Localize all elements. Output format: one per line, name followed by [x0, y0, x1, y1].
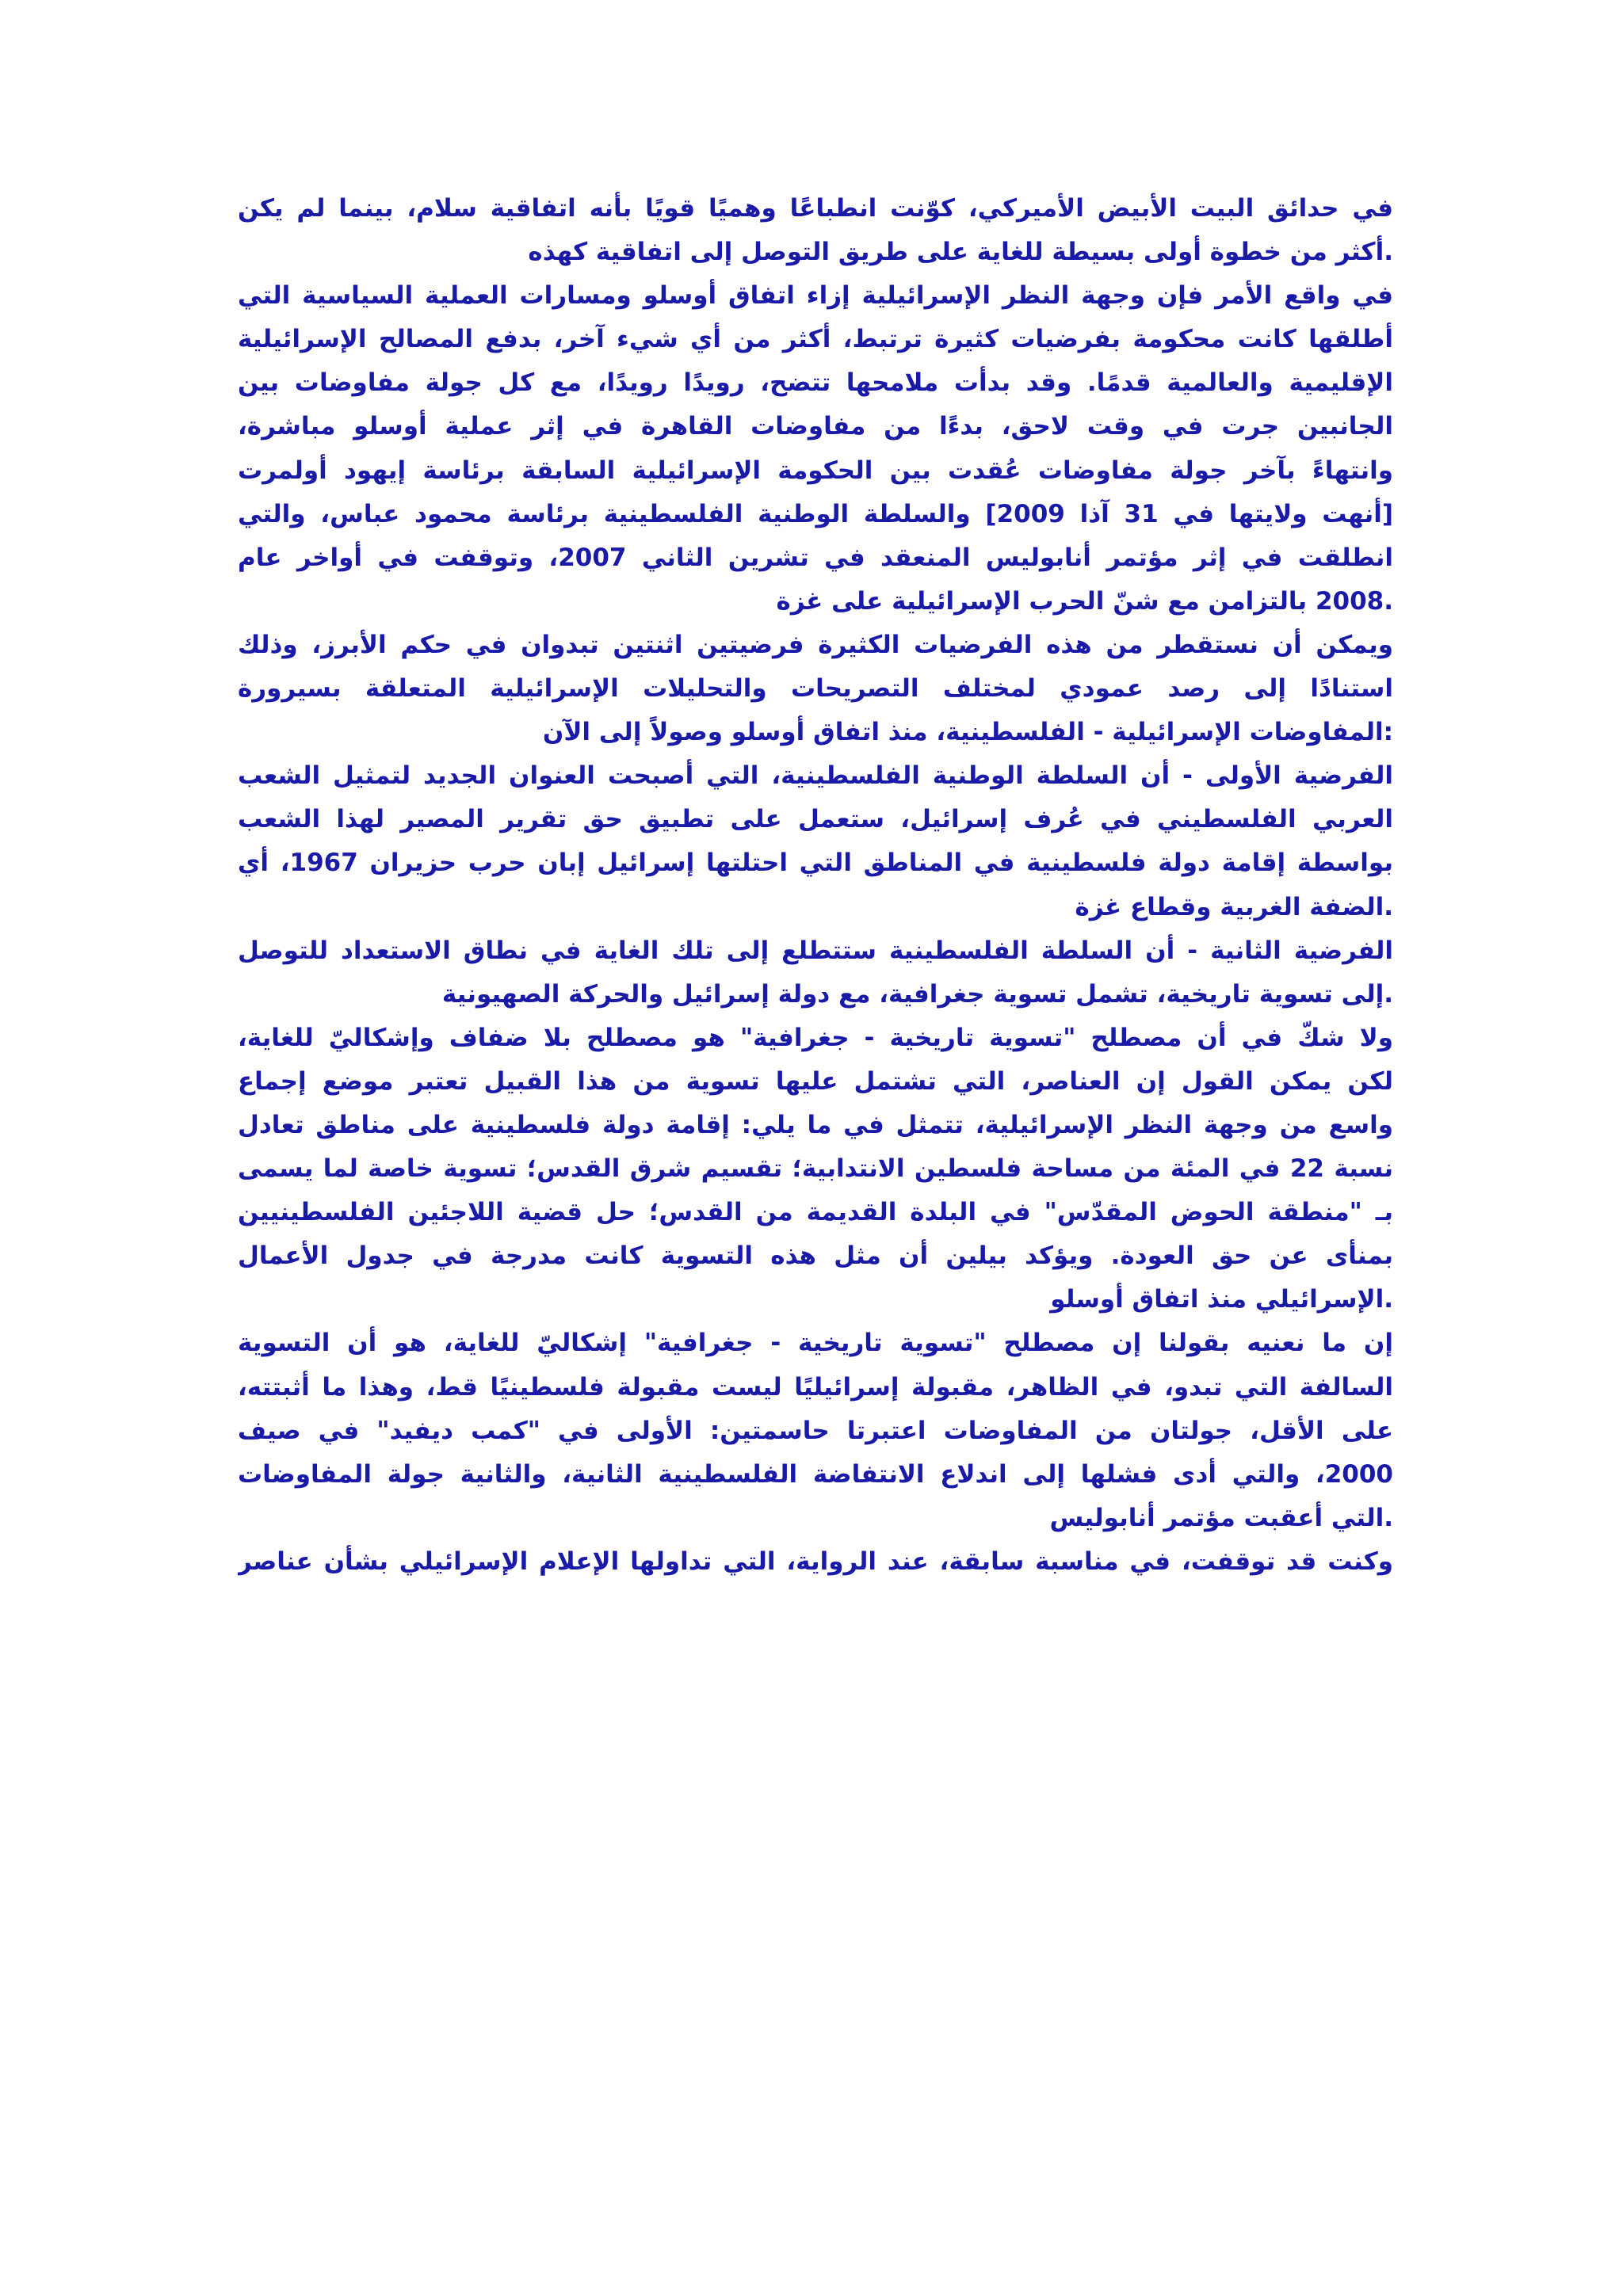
- text-line: انطلقت في إثر مؤتمر أنابوليس المنعقد في تشرين الثاني 2007، وتوقفت في أواخر عام: [238, 543, 1393, 572]
- text-line: .التي أعقبت مؤتمر أنابوليس: [1049, 1503, 1393, 1532]
- text-line: بمنأى عن حق العودة. ويؤكد بيلين أن مثل هذه التسوية كانت مدرجة في جدول الأعمال: [238, 1241, 1393, 1271]
- article-text: [238, 187, 1393, 1584]
- text-line: إن ما نعنيه بقولنا إن مصطلح "تسوية تاريخية - جغرافية" إشكاليّ للغاية، هو أن التسوية: [238, 1329, 1393, 1358]
- text-line: وانتهاءً بآخر جولة مفاوضات عُقدت بين الحكومة الإسرائيلية السابقة برئاسة إيهود أولمرت: [238, 456, 1393, 485]
- text-line: [أنهت ولايتها في 31 آذا 2009] والسلطة الوطنية الفلسطينية برئاسة محمود عباس، والتي: [238, 499, 1393, 528]
- text-line: الإقليمية والعالمية قدمًا. وقد بدأت ملامحها تتضح، رويدًا رويدًا، مع كل جولة مفاوضات بين: [238, 368, 1393, 398]
- text-line: :المفاوضات الإسرائيلية - الفلسطينية، منذ اتفاق أوسلو وصولاً إلى الآن: [542, 718, 1393, 747]
- text-line: .الإسرائيلي منذ اتفاق أوسلو: [1050, 1285, 1393, 1314]
- text-line: في حدائق البيت الأبيض الأميركي، كوّنت انطباعًا وهميًا قويًا بأنه اتفاقية سلام، بينما لم يكن: [238, 194, 1393, 223]
- text-line: ولا شكّ في أن مصطلح "تسوية تاريخية - جغرافية" هو مصطلح بلا ضفاف وإشكاليّ للغاية،: [238, 1023, 1393, 1052]
- text-line: نسبة 22 في المئة من مساحة فلسطين الانتدابية؛ تقسيم شرق القدس؛ تسوية خاصة لما يسمى: [238, 1154, 1393, 1184]
- text-line: العربي الفلسطيني في عُرف إسرائيل، ستعمل على تطبيق حق تقرير المصير لهذا الشعب: [238, 805, 1393, 834]
- text-line: الجانبين جرت في وقت لاحق، بدءًا من مفاوضات القاهرة في إثر عملية أوسلو مباشرة،: [238, 412, 1393, 441]
- text-line: 2000، والتي أدى فشلها إلى اندلاع الانتفاضة الفلسطينية الثانية، والثانية جولة المفاوضات: [238, 1459, 1393, 1489]
- text-line: لكن يمكن القول إن العناصر، التي تشتمل عليها تسوية من هذا القبيل تعتبر موضع إجماع: [238, 1066, 1393, 1096]
- text-line: وكنت قد توقفت، في مناسبة سابقة، عند الرواية، التي تداولها الإعلام الإسرائيلي بشأن عناصر: [238, 1547, 1393, 1576]
- text-line: .أكثر من خطوة أولى بسيطة للغاية على طريق التوصل إلى اتفاقية كهذه: [528, 238, 1393, 267]
- text-line: الفرضية الثانية - أن السلطة الفلسطينية ستتطلع إلى تلك الغاية في نطاق الاستعداد للتوصل: [238, 936, 1393, 965]
- text-line: الفرضية الأولى - أن السلطة الوطنية الفلسطينية، التي أصبحت العنوان الجديد لتمثيل الشعب: [238, 761, 1393, 791]
- text-line: السالفة التي تبدو، في الظاهر، مقبولة إسرائيليًا ليست مقبولة فلسطينيًا قط، وهذا ما أثبتته،: [238, 1372, 1393, 1402]
- text-line: أطلقها كانت محكومة بفرضيات كثيرة ترتبط، أكثر من أي شيء آخر، بدفع المصالح الإسرائيلية: [238, 325, 1393, 354]
- text-line: على الأقل، جولتان من المفاوضات اعتبرتا حاسمتين: الأولى في "كمب ديفيد" في صيف: [238, 1416, 1393, 1445]
- text-line: .الضفة الغربية وقطاع غزة: [1075, 892, 1393, 921]
- text-line: ويمكن أن نستقطر من هذه الفرضيات الكثيرة فرضيتين اثنتين تبدوان في حكم الأبرز، وذلك: [238, 630, 1393, 659]
- text-line: استنادًا إلى رصد عمودي لمختلف التصريحات والتحليلات الإسرائيلية المتعلقة بسيرورة: [238, 674, 1393, 704]
- text-line: في واقع الأمر فإن وجهة النظر الإسرائيلية إزاء اتفاق أوسلو ومسارات العملية السياسية التي: [238, 281, 1393, 311]
- text-line: بواسطة إقامة دولة فلسطينية في المناطق التي احتلتها إسرائيل إبان حرب حزيران 1967، أي: [238, 849, 1393, 878]
- text-line: بـ "منطقة الحوض المقدّس" في البلدة القديمة من القدس؛ حل قضية اللاجئين الفلسطينيين: [238, 1198, 1393, 1227]
- text-line: واسع من وجهة النظر الإسرائيلية، تتمثل في ما يلي: إقامة دولة فلسطينية على مناطق تعادل: [238, 1110, 1393, 1139]
- text-line: .إلى تسوية تاريخية، تشمل تسوية جغرافية، مع دولة إسرائيل والحركة الصهيونية: [441, 979, 1393, 1009]
- text-line: .2008 بالتزامن مع شنّ الحرب الإسرائيلية على غزة: [776, 586, 1393, 616]
